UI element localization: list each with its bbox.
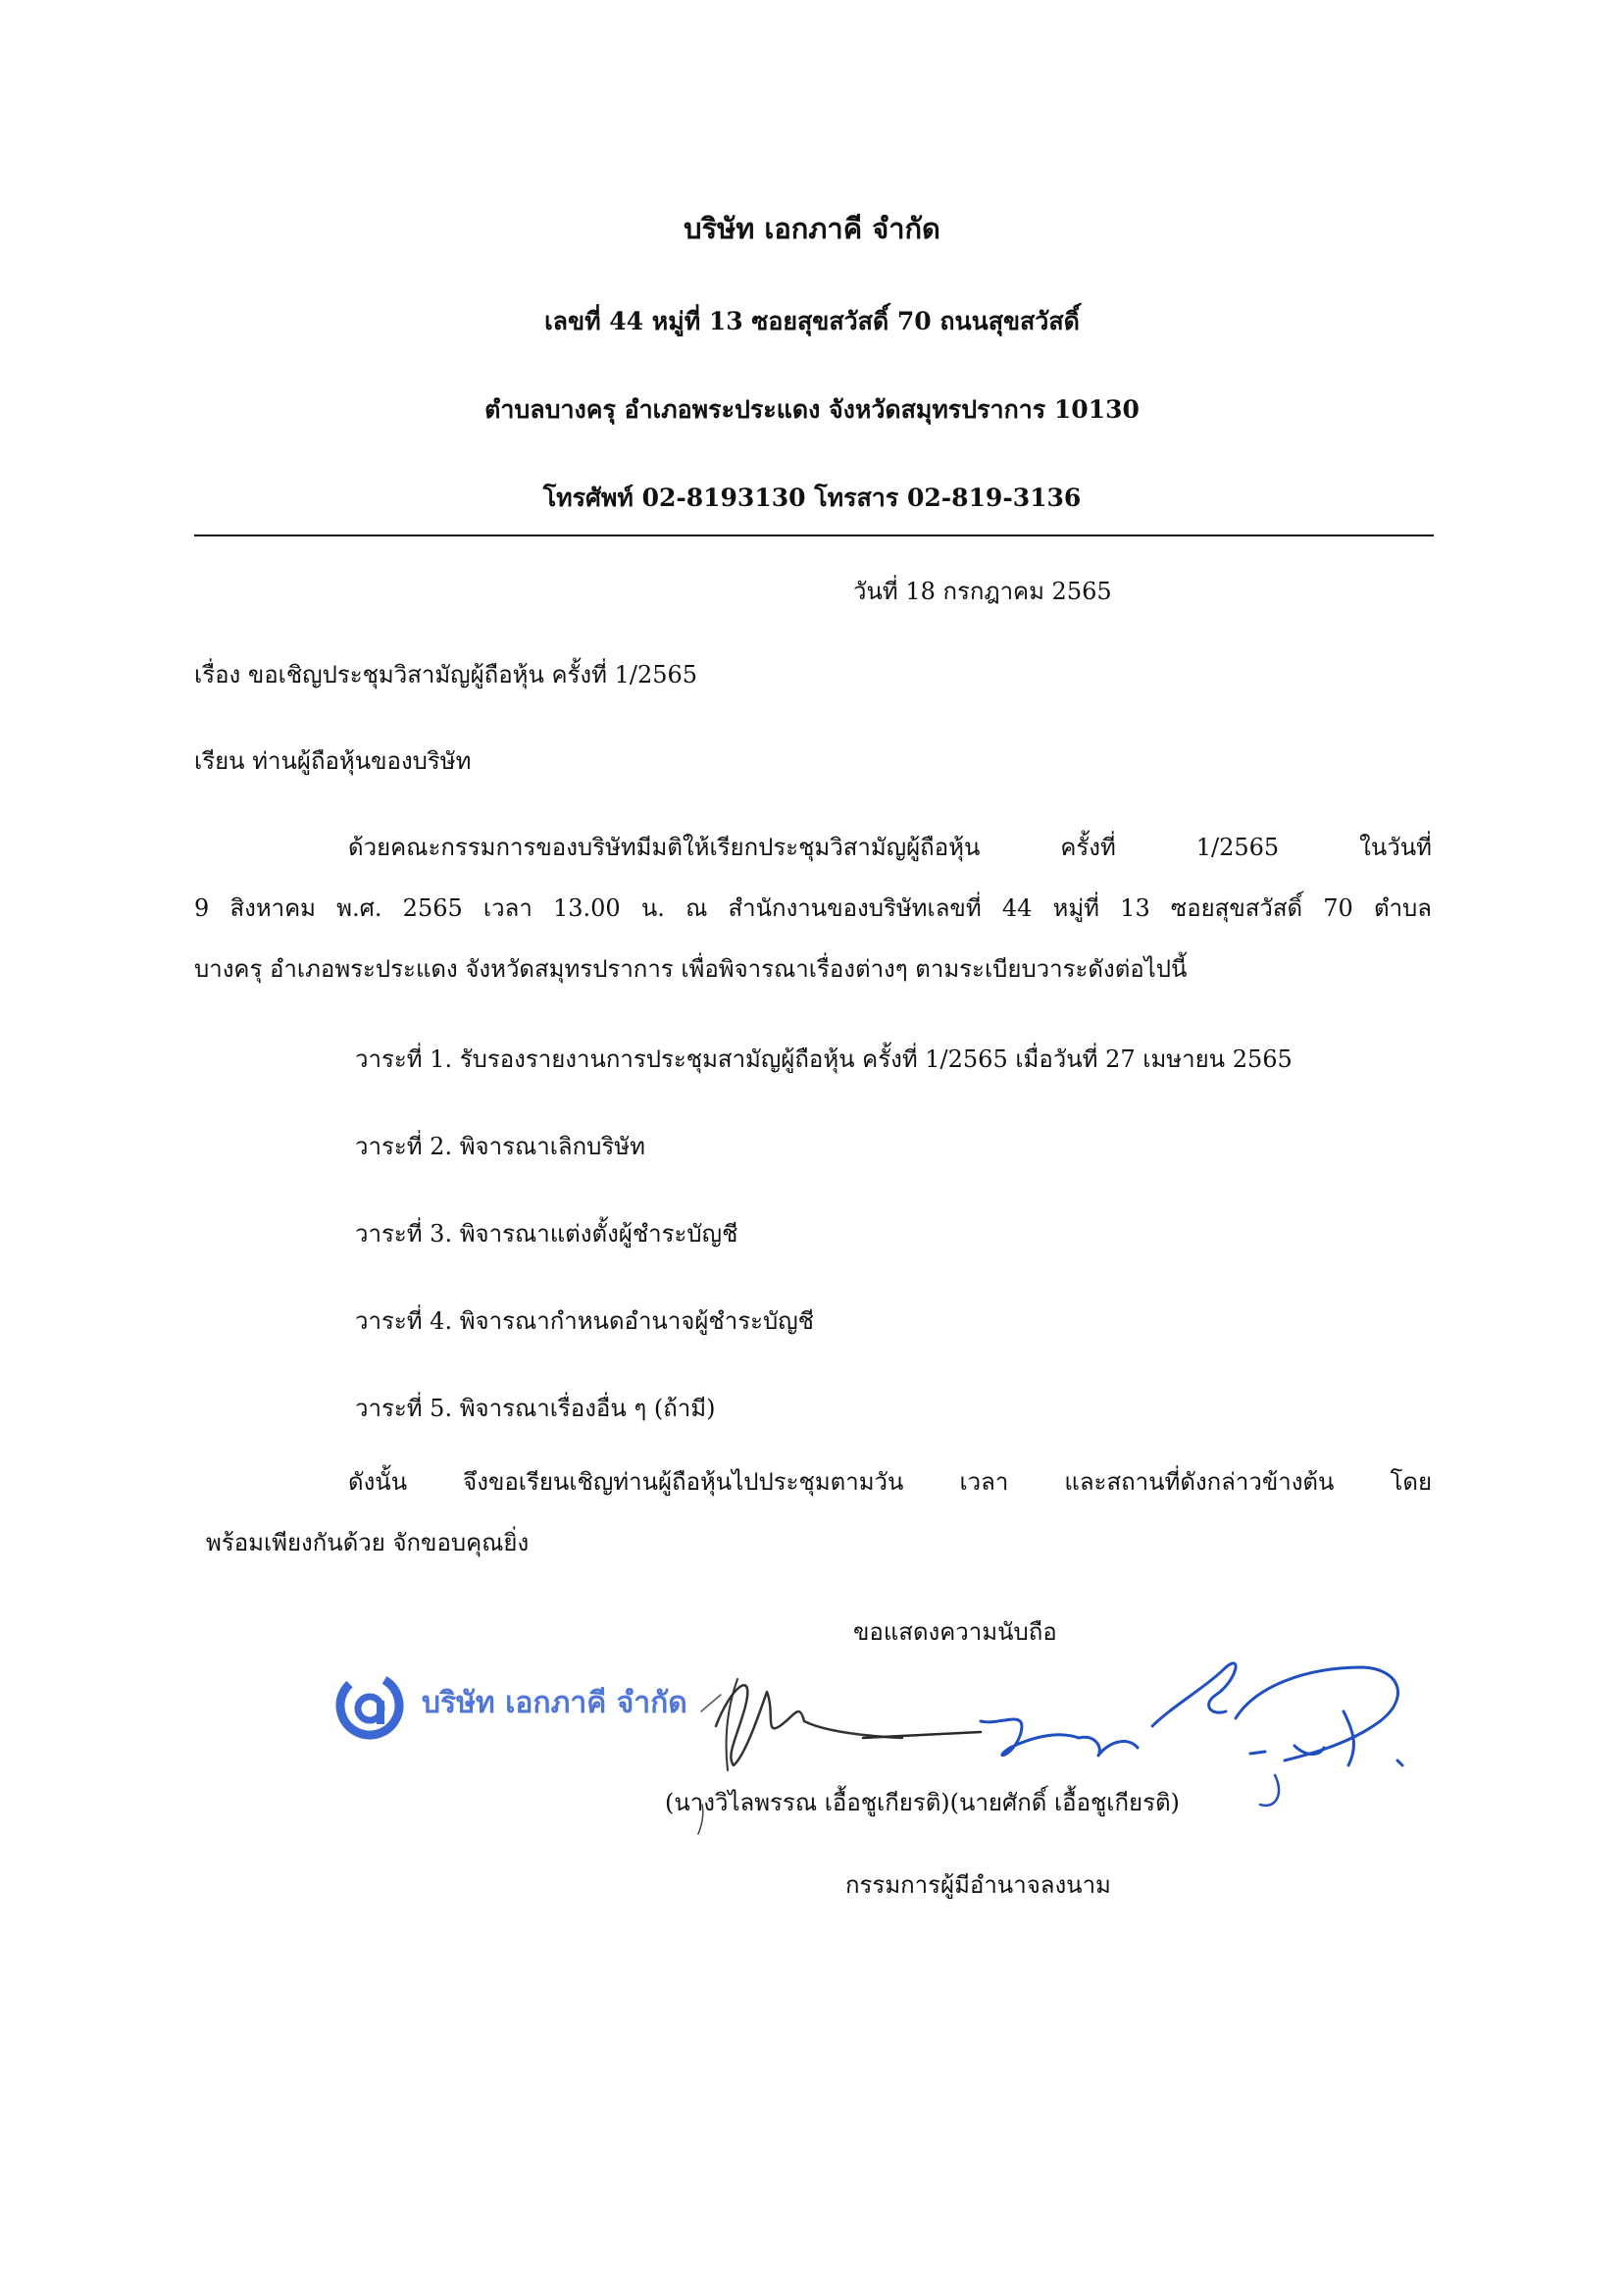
company-phone-fax: โทรศัพท์ 02-8193130 โทรสาร 02-819-3136 (542, 484, 1082, 512)
agenda-item: วาระที่ 4. พิจารณากำหนดอำนาจผู้ชำระบัญชี (355, 1307, 814, 1335)
header-divider (194, 535, 1434, 536)
agenda-item: วาระที่ 5. พิจารณาเรื่องอื่น ๆ (ถ้ามี) (355, 1395, 716, 1422)
body-paragraph2-line2: พร้อมเพียงกันด้วย จักขอบคุณยิ่ง (206, 1529, 530, 1556)
company-logo-icon (331, 1667, 408, 1744)
letter-salutation: เรียน ท่านผู้ถือหุ้นของบริษัท (194, 747, 472, 775)
company-stamp (331, 1667, 704, 1754)
signer-names: (นางวิไลพรรณ เอื้อชูเกียรติ)(นายศักดิ์ เอื้อชูเกียรติ) (665, 1789, 1180, 1816)
letter-date: วันที่ 18 กรกฎาคม 2565 (853, 578, 1112, 605)
agenda-item: วาระที่ 2. พิจารณาเลิกบริษัท (355, 1133, 645, 1160)
signatory-title: กรรมการผู้มีอำนาจลงนาม (845, 1871, 1111, 1899)
agenda-item: วาระที่ 3. พิจารณาแต่งตั้งผู้ชำระบัญชี (355, 1220, 738, 1248)
body-paragraph2-line1: ดังนั้น จึงขอเรียนเชิญท่านผู้ถือหุ้นไปประชุมตามวัน เวลา และสถานที่ดังกล่าวข้างต้น โดย (348, 1468, 1432, 1496)
body-paragraph1-line3: บางครุ อำเภอพระประแดง จังหวัดสมุทรปราการ เพื่อพิจารณาเรื่องต่างๆ ตามระเบียบวาระดังต่อไปนี้ (194, 955, 1188, 983)
closing-phrase: ขอแสดงความนับถือ (853, 1618, 1057, 1646)
company-address-line2: ตำบลบางครุ อำเภอพระประแดง จังหวัดสมุทรปราการ 10130 (484, 395, 1140, 424)
company-name: บริษัท เอกภาคี จำกัด (684, 212, 940, 245)
stamp-company-name: บริษัท เอกภาคี จำกัด (422, 1686, 687, 1720)
body-paragraph1-line1: ด้วยคณะกรรมการของบริษัทมีมติให้เรียกประชุมวิสามัญผู้ถือหุ้น ครั้งที่ 1/2565 ในวันที่ (348, 834, 1432, 861)
letter-subject: เรื่อง ขอเชิญประชุมวิสามัญผู้ถือหุ้น ครั้งที่ 1/2565 (194, 661, 698, 688)
body-paragraph1-line2: 9 สิงหาคม พ.ศ. 2565 เวลา 13.00 น. ณ สำนักงานของบริษัทเลขที่ 44 หมู่ที่ 13 ซอยสุขสวัสดิ์ 70 ตำบล (194, 894, 1432, 922)
agenda-item: วาระที่ 1. รับรองรายงานการประชุมสามัญผู้ถือหุ้น ครั้งที่ 1/2565 เมื่อวันที่ 27 เมษายน 2565 (355, 1045, 1293, 1073)
company-address-line1: เลขที่ 44 หมู่ที่ 13 ซอยสุขสวัสดิ์ 70 ถนนสุขสวัสดิ์ (544, 307, 1080, 335)
